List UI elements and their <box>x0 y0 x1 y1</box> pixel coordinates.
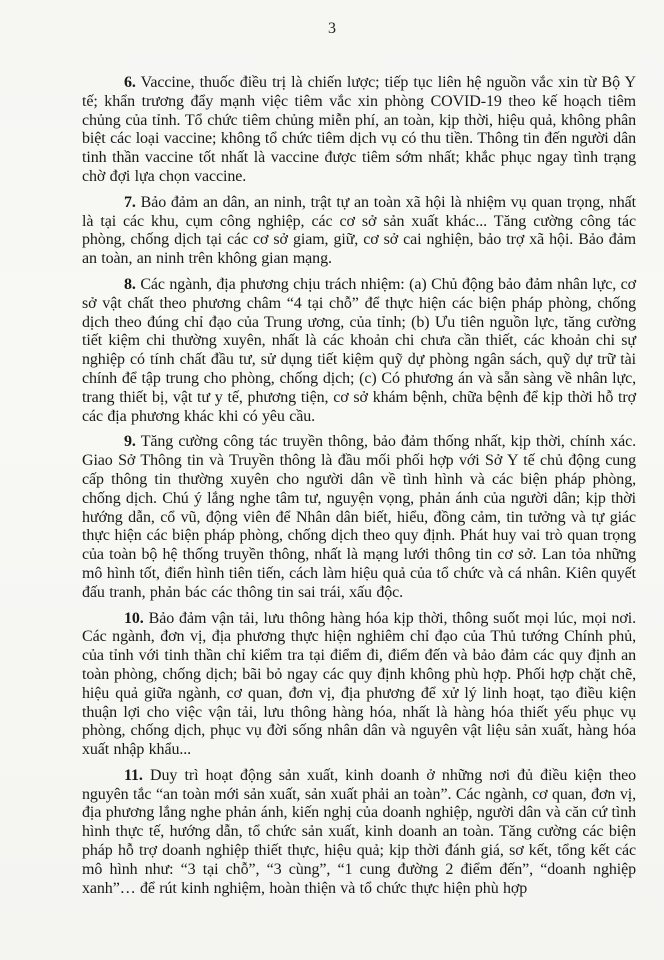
paragraph-7-text: Bảo đảm an dân, an ninh, trật tự an toàn xã hội là nhiệm vụ quan trọng, nhất là tại các khu, cụm công nghiệp, các cơ sở sản xuất khác... Tăng cường công tác phòng, chống dịch tại các cơ sở giam, giữ, cơ sở cai nghiện, bảo trợ xã hội. Bảo đảm an toàn, an ninh trên không gian mạng. <box>82 193 636 268</box>
paragraph-10 <box>82 610 636 760</box>
paragraph-9-number: 9. <box>124 433 136 451</box>
paragraph-11-number: 11. <box>124 766 143 784</box>
paragraph-10-text: Bảo đảm vận tải, lưu thông hàng hóa kịp thời, thông suốt mọi lúc, mọi nơi. Các ngành, đơn vị, địa phương thực hiện nghiêm chỉ đạo của Thủ tướng Chính phủ, của tỉnh với tinh thần chỉ kiểm tra tại điểm đi, điểm đến và bảo đảm các quy định an toàn phòng, chống dịch; bãi bỏ ngay các quy định không phù hợp. Phối hợp chặt chẽ, hiệu quả giữa ngành, cơ quan, đơn vị, địa phương để xử lý linh hoạt, tạo điều kiện thuận lợi cho việc vận tải, lưu thông hàng hóa, nhất là hàng hóa thiết yếu phục vụ phòng, chống dịch, phục vụ đời sống nhân dân và nguyên vật liệu sản xuất, hàng hóa xuất nhập khẩu... <box>82 609 636 759</box>
paragraph-9 <box>82 433 636 602</box>
paragraph-7 <box>82 194 636 269</box>
paragraph-8-text: Các ngành, địa phương chịu trách nhiệm: (a) Chủ động bảo đảm nhân lực, cơ sở vật chất theo phương châm “4 tại chỗ” để thực hiện các biện pháp phòng, chống dịch theo đúng chỉ đạo của Trung ương, của tỉnh; (b) Ưu tiên nguồn lực, tăng cường tiết kiệm chi thường xuyên, nhất là các khoản chi chưa cần thiết, các khoản chi sự nghiệp có tính chất đầu tư, sử dụng tiết kiệm quỹ dự phòng ngân sách, quỹ dự trữ tài chính để tập trung cho phòng, chống dịch; (c) Có phương án và sẵn sàng về nhân lực, trang thiết bị, vật tư y tế, phương tiện, cơ sở khám bệnh, chữa bệnh để kịp thời hỗ trợ các địa phương khác khi có yêu cầu. <box>82 275 636 425</box>
paragraph-6-number: 6. <box>124 74 136 91</box>
paragraph-11 <box>82 767 636 899</box>
paragraph-8 <box>82 276 636 426</box>
paragraph-11-text: Duy trì hoạt động sản xuất, kinh doanh ở những nơi đủ điều kiện theo nguyên tắc “an toàn mới sản xuất, sản xuất phải an toàn”. Các ngành, cơ quan, đơn vị, địa phương lắng nghe phản ánh, kiến nghị của doanh nghiệp, người dân và căn cứ tình hình thực tế, hướng dẫn, tổ chức sản xuất, kinh doanh an toàn. Tăng cường các biện pháp hỗ trợ doanh nghiệp thiết thực, hiệu quả; kịp thời đánh giá, sơ kết, tổng kết các mô hình như: “3 tại chỗ”, “3 cùng”, “1 cung đường 2 điểm đến”, “doanh nghiệp xanh”… để rút kinh nghiệm, hoàn thiện và tổ chức thực hiện phù hợp <box>82 766 637 897</box>
paragraph-10-number: 10. <box>124 609 144 627</box>
paragraph-7-number: 7. <box>124 193 136 211</box>
document-body <box>82 74 636 905</box>
page-number: 3 <box>328 20 336 37</box>
paragraph-8-number: 8. <box>124 275 136 293</box>
paragraph-9-text: Tăng cường công tác truyền thông, bảo đảm thống nhất, kịp thời, chính xác. Giao Sở Thông tin và Truyền thông là đầu mối phối hợp với Sở Y tế chủ động cung cấp thông tin thường xuyên cho người dân về tình hình và các biện pháp phòng, chống dịch. Chú ý lắng nghe tâm tư, nguyện vọng, phản ánh của người dân; kịp thời hướng dẫn, cổ vũ, động viên để Nhân dân biết, hiểu, đồng cảm, tin tưởng và tự giác thực hiện các biện pháp phòng, chống dịch theo quy định. Phát huy vai trò quan trọng của toàn bộ hệ thống truyền thông, nhất là mạng lưới thông tin cơ sở. Lan tỏa những mô hình tốt, điển hình tiên tiến, cách làm hiệu quả của tổ chức và cá nhân. Kiên quyết đấu tranh, phản bác các thông tin sai trái, xấu độc. <box>82 433 636 601</box>
paragraph-6-text: Vaccine, thuốc điều trị là chiến lược; tiếp tục liên hệ nguồn vắc xin từ Bộ Y tế; khẩn trương đẩy mạnh việc tiêm vắc xin phòng COVID-19 theo kế hoạch tiêm chủng của tỉnh. Tổ chức tiêm chủng miễn phí, an toàn, kịp thời, hiệu quả, không phân biệt các loại vaccine; không tổ chức tiêm dịch vụ có thu tiền. Thông tin đến người dân tinh thần vaccine tốt nhất là vaccine được tiêm sớm nhất; khắc phục ngay tình trạng chờ đợi lựa chọn vaccine. <box>82 74 636 185</box>
paragraph-6 <box>82 74 636 187</box>
